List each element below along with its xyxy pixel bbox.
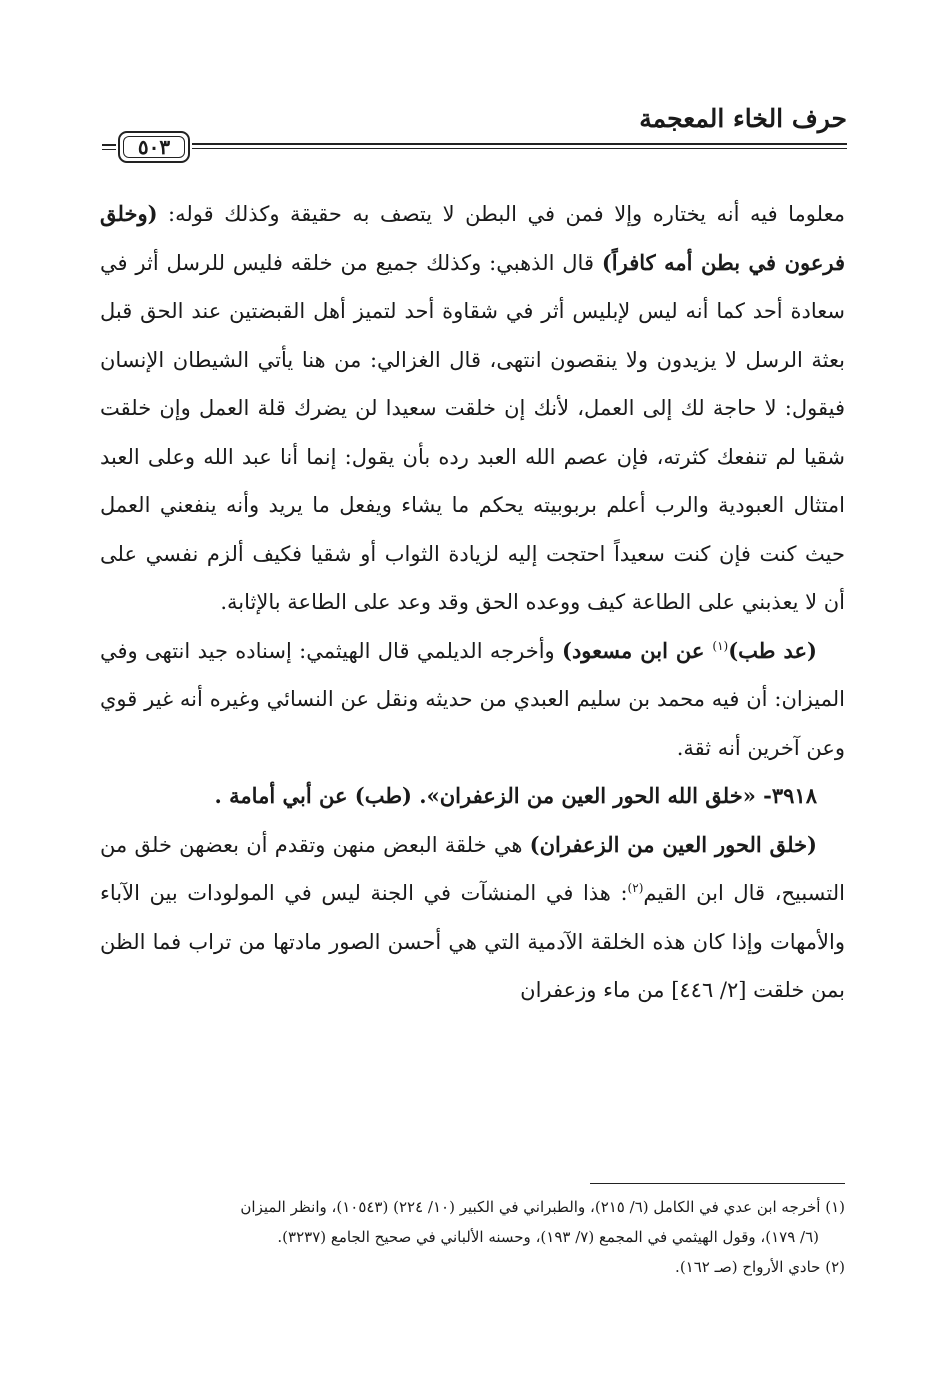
footnote-ref-2: (٢) [627,881,644,895]
footnote-1-line-2: (٦/ ١٧٩)، وقول الهيثمي في المجمع (٧/ ١٩٣)، وحسنه الألباني في صحيح الجامع (٣٢٣٧). [277,1228,819,1246]
hadith-entry [100,772,845,821]
paragraph-commentary [100,190,845,627]
header-rule-tick [102,144,116,146]
text-run: معلوما فيه أنه يختاره وإلا فمن في البطن لا يتصف به حقيقة وكذلك قوله: [157,202,845,226]
footnote-rule [590,1183,845,1184]
text-run: وأخرجه الديلمي قال الهيثمي: إسناده جيد انتهى وفي الميزان: أن فيه محمد بن سليم العبدي من حديثه ونقل عن النسائي وغيره أنه غير قوي وعن آخرين أنه ثقة. [100,638,845,760]
page-number: ٥٠٣ [123,136,185,158]
running-title: حرف الخاء المعجمة [639,104,847,133]
hadith-text: «خلق الله الحور العين من الزعفران». (طب) عن أبي أمامة . [214,783,756,808]
footnote-1-line-1: (١) أخرجه ابن عدي في الكامل (٦/ ٢١٥)، والطبراني في الكبير (١٠/ ٢٢٤) (١٠٥٤٣)، وانظر الميزان [240,1198,845,1216]
quoted-phrase: (خلق الحور العين من الزعفران) [529,831,817,857]
footnote-ref-1: (١) [712,638,729,653]
header-rule-thin [192,148,847,149]
text-run: : هذا في المنشآت في الجنة ليس في المولودات بين الآباء والأمهات وإذا كان هذه الخلقة الآدمية التي هي أحسن الصور مادتها من تراب فما الظن بمن خلقت [٢/ ٤٤٦] من ماء وزعفران [100,881,845,1002]
text-run: هي خلقة البعض منهن وتقدم أن بعضهن خلق من التسبيح، قال ابن القيم [100,832,845,905]
footnote-2: (٢) حادي الأرواح (صـ ١٦٢). [675,1258,845,1276]
source-code: (عد طب) [728,637,817,663]
page-number-frame [118,131,190,163]
narrator: عن ابن مسعود) [562,637,713,663]
hadith-number: ٣٩١٨- [755,783,817,808]
text-run: قال الذهبي: وكذلك جميع من خلقه فليس للرسل أثر في سعادة أحد كما أنه ليس لإبليس أثر في شقاوة أحد لتميز أهل القبضتين عند الحق قبل بعثة الرسل لا يزيدون ولا ينقصون انتهى، قال الغزالي: من هنا يأتي الشيطان الإنسان فيقول: لا حاجة لك إلى العمل، لأنك إن خلقت سعيدا لن يضرك قلة العمل وإن خلقت شقيا لم تنفعك كثرته، فإن عصم الله العبد رده بأن يقول: إنما أنا عبد الله وعلى العبد امتثال العبودية والرب أعلم بربوبيته يحكم ما يشاء ويفعل ما يريد وأنه ينفعني العمل حيث كنت فإن كنت سعيداً احتجت إليه لزيادة الثواب أو شقيا فكيف ألزم نفسي على أن لا يعذبني على الطاعة كيف ووعده الحق وقد وعد على الطاعة بالإثابة. [100,250,845,614]
quoted-phrase: (وخلق فرعون في بطن أمه كافراً) [100,201,846,275]
paragraph-commentary-2 [100,821,845,1015]
paragraph-takhrij [100,627,845,773]
footnotes [100,1192,845,1282]
main-text [100,190,845,1015]
header-rule-tick-thin [102,149,116,150]
header-rule [192,143,847,145]
